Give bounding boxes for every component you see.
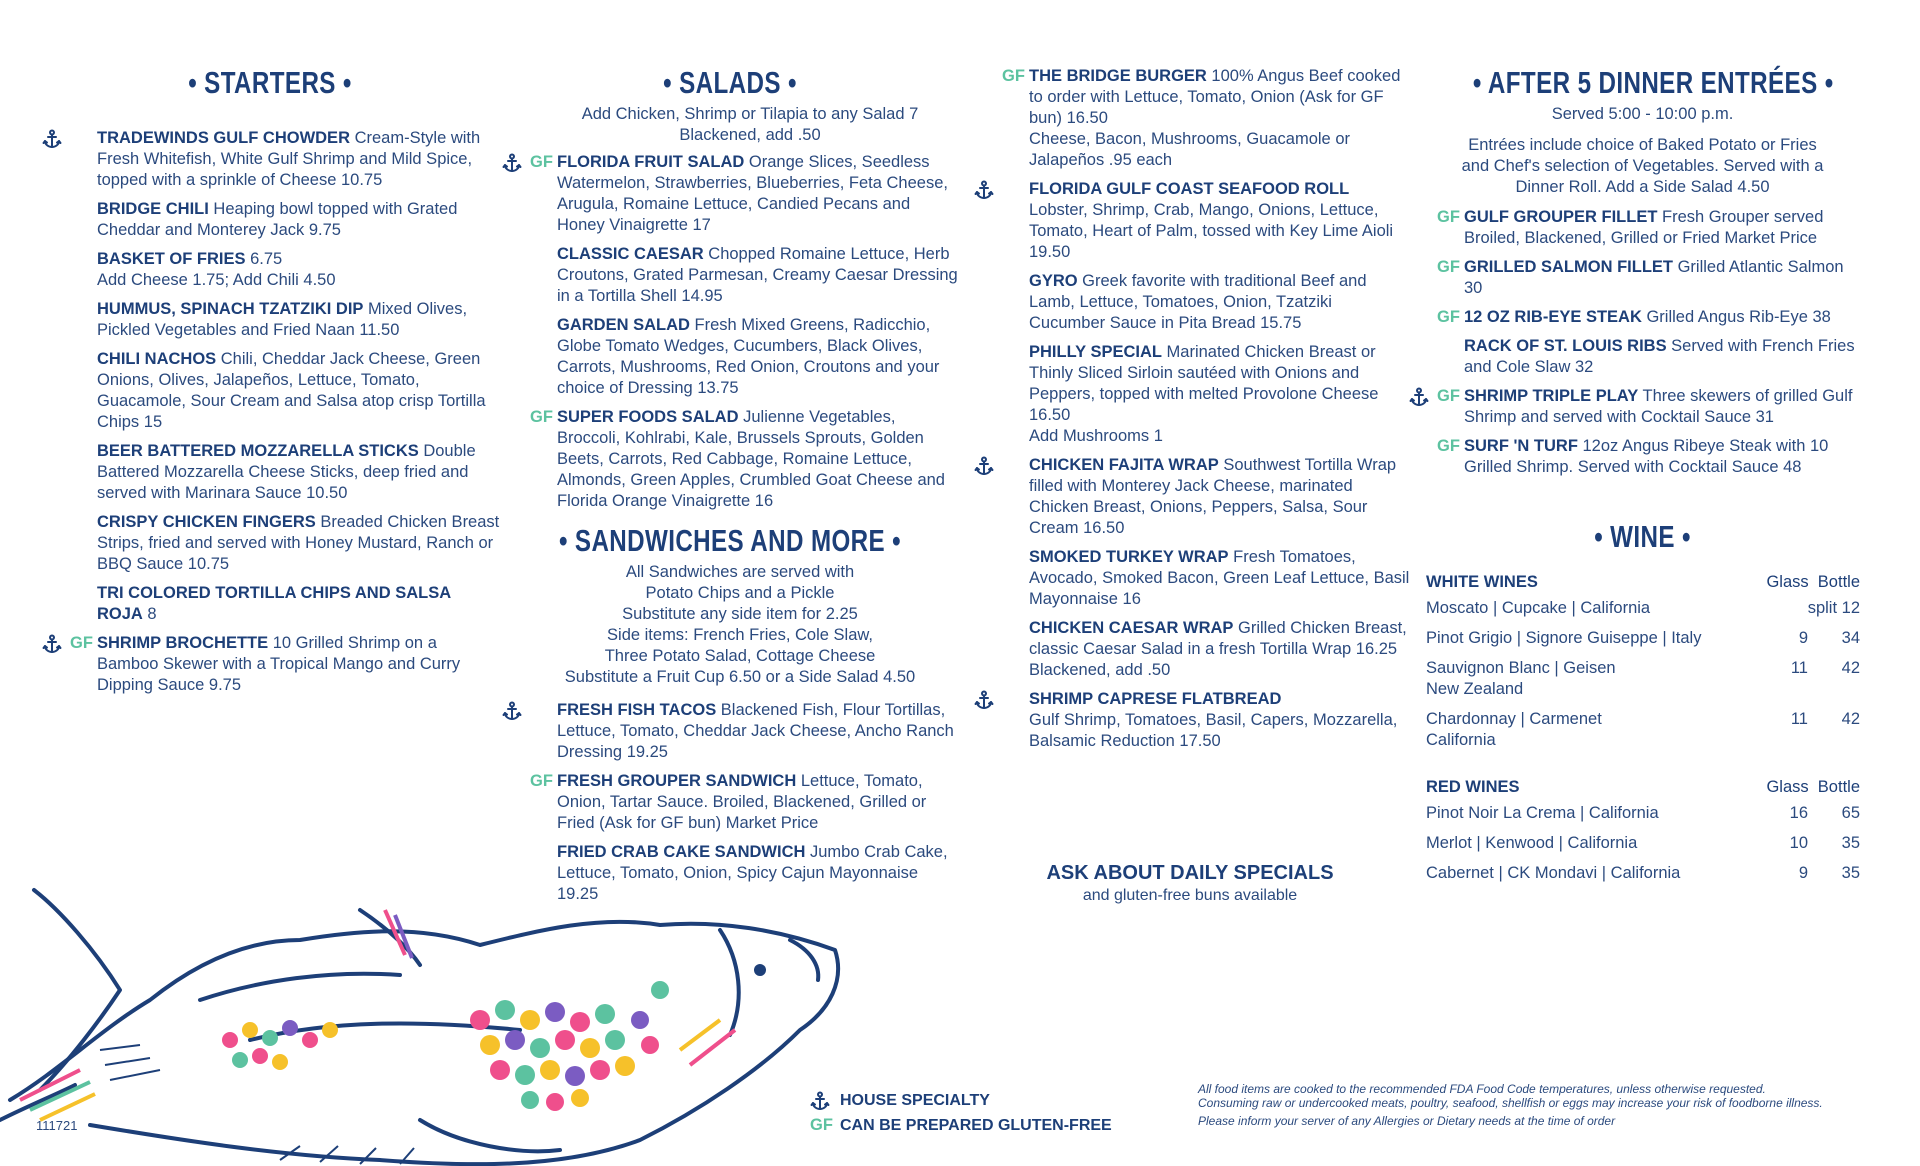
item-description: Grilled Angus Rib-Eye 38 [1641,308,1831,326]
gf-mark: GF [1437,308,1460,326]
entrees-title: • AFTER 5 DINNER ENTRÉES • [1472,65,1834,100]
starters-column [40,62,500,704]
item-marks [40,299,96,320]
item-name: GARDEN SALAD [557,316,690,334]
item-extra: Cheese, Bacon, Mushrooms, Guacamole or Jalapeños .95 each [1029,130,1350,169]
wine-glass-price: 11 [1790,710,1808,728]
anchor-icon [974,690,994,710]
item-marks [40,512,96,533]
item-name: FLORIDA FRUIT SALAD [557,153,745,171]
item-description: Fresh Tomatoes, Avocado, Smoked Bacon, Green Leaf Lettuce, Basil Mayonnaise 16 [1029,548,1410,608]
item-description: Marinated Chicken Breast or Thinly Sliced Sirloin sautéed with Onions and Peppers, topped with melted Provolone Cheese 16.50 [1029,343,1379,424]
item-name: THE BRIDGE BURGER [1029,67,1207,85]
item-name: SHRIMP TRIPLE PLAY [1464,387,1639,405]
item-name: CHICKEN CAESAR WRAP [1029,619,1234,637]
menu-item [972,179,1412,263]
legend-house-text: HOUSE SPECIALTY [840,1092,990,1109]
menu-item [40,349,500,433]
item-marks [500,152,556,173]
disclaimer-line-1: All food items are cooked to the recommended FDA Food Code temperatures, unless otherwise requested. [1198,1082,1766,1096]
wine-glass-price: 9 [1798,629,1808,647]
wine-row [1425,628,1860,649]
item-marks [1407,336,1463,357]
item-marks [40,128,96,149]
item-name: FRESH FISH TACOS [557,701,717,719]
menu-item [40,633,500,696]
menu-item [40,199,500,241]
wine-name: Merlot | Kenwood | California [1426,834,1638,852]
item-extra: Gulf Shrimp, Tomatoes, Basil, Capers, Mozzarella, Balsamic Reduction 17.50 [1029,711,1398,750]
gf-mark: GF [530,408,553,426]
gf-mark: GF [1437,258,1460,276]
item-marks [500,244,556,265]
wine-name: Sauvignon Blanc | Geisen New Zealand [1426,659,1616,698]
gf-mark: GF [1437,208,1460,226]
item-description: Fresh Mixed Greens, Radicchio, Globe Tomato Wedges, Cucumbers, Black Olives, Carrots, Mushrooms, Red Onion, Croutons and your choice of Dressing 13.75 [557,316,940,397]
wine-bottle-price: 35 [1841,834,1860,852]
item-description: Served with French Fries and Cole Slaw 32 [1464,337,1855,376]
item-description: Greek favorite with traditional Beef and Lamb, Lettuce, Tomatoes, Onion, Tzatziki Cucumber Sauce in Pita Bread 15.75 [1029,272,1367,332]
item-description: Mixed Olives, Pickled Vegetables and Fried Naan 11.50 [97,300,468,339]
item-extra: Lobster, Shrimp, Crab, Mango, Onions, Lettuce, Tomato, Heart of Palm, tossed with Key Lime Aioli 19.50 [1029,201,1394,261]
starters-title: • STARTERS • [188,65,352,100]
wine-row [1425,803,1860,824]
item-name: CHILI NACHOS [97,350,217,368]
item-description: 10 Grilled Shrimp on a Bamboo Skewer with a Tropical Mango and Curry Dipping Sauce 9.75 [97,634,461,694]
wine-glass-price: 10 [1789,834,1808,852]
item-description: 6.75 [245,250,283,268]
item-name: TRI COLORED TORTILLA CHIPS AND SALSA ROJA [97,584,451,623]
menu-item [40,249,500,291]
menu-item [972,547,1412,610]
starters-list [40,128,500,696]
item-name: SHRIMP BROCHETTE [97,634,269,652]
white-wines-header [1426,572,1860,593]
item-name: SUPER FOODS SALAD [557,408,739,426]
item-name: SMOKED TURKEY WRAP [1029,548,1229,566]
item-marks [40,441,96,462]
item-description: Lettuce, Tomato, Onion, Tartar Sauce. Broiled, Blackened, Grilled or Fried (Ask for GF bun) Market Price [557,772,927,832]
specials-subtitle: and gluten-free buns available [1082,887,1298,904]
item-marks [40,583,96,604]
wine-name: Pinot Grigio | Signore Guiseppe | Italy [1426,629,1702,647]
item-description: Fresh Grouper served Broiled, Blackened, Grilled or Fried Market Price [1464,208,1824,247]
wine-glass-price: 9 [1798,864,1808,882]
item-description: Grilled Atlantic Salmon 30 [1464,258,1844,297]
item-description: Chopped Romaine Lettuce, Herb Croutons, Grated Parmesan, Creamy Caesar Dressing in a Tortilla Shell 14.95 [557,245,958,305]
anchor-icon [502,701,522,721]
item-marks [500,407,556,428]
menu-item [40,583,500,625]
item-description: Orange Slices, Seedless Watermelon, Strawberries, Blueberries, Feta Cheese, Arugula, Romaine Lettuce, Candied Pecans and Honey Vinaigrette 17 [557,153,948,234]
wine-bottle-price: 65 [1841,804,1860,822]
menu-code: 111721 [36,1118,78,1133]
menu-item [40,128,500,191]
item-marks [40,633,96,654]
item-marks [972,618,1028,639]
salads-note: Add Chicken, Shrimp or Tilapia to any Salad 7 Blackened, add .50 [581,105,919,144]
menu-item [500,407,960,512]
item-marks [972,66,1028,87]
disclaimer [1198,1082,1898,1128]
red-wines-list [1425,803,1860,884]
item-name: SHRIMP CAPRESE FLATBREAD [1029,690,1282,708]
white-wines-list [1425,598,1860,751]
item-extra: Add Mushrooms 1 [1029,427,1163,445]
item-name: BRIDGE CHILI [97,200,209,218]
wine-bottle-price: 42 [1841,710,1860,728]
salads-list [500,152,960,512]
menu-item [1407,207,1860,249]
item-description: Julienne Vegetables, Broccoli, Kohlrabi, Kale, Brussels Sprouts, Golden Beets, Carrots, Red Cabbage, Romaine Lettuce, Almonds, Green Apples, Crumbled Goat Cheese and Florida Orange Vinaigrette 16 [557,408,945,510]
red-wines-section [1425,777,1860,884]
red-wines-columns: Glass Bottle [1766,778,1860,796]
item-name: RACK OF ST. LOUIS RIBS [1464,337,1667,355]
wine-row [1425,833,1860,854]
menu-item [40,441,500,504]
item-description: Southwest Tortilla Wrap filled with Monterey Jack Cheese, marinated Chicken Breast, Onions, Peppers, Salsa, Sour Cream 16.50 [1029,456,1397,537]
item-description: Jumbo Crab Cake, Lettuce, Tomato, Onion, Spicy Cajun Mayonnaise 19.25 [557,843,948,903]
item-marks [1407,307,1463,328]
tarpon-fish-illustration [0,870,860,1166]
gf-mark: GF [1002,67,1025,85]
specials-title: ASK ABOUT DAILY SPECIALS [1046,862,1334,884]
gf-mark: GF [1437,437,1460,455]
item-marks [40,249,96,270]
wine-name: Chardonnay | Carmenet California [1426,710,1602,749]
item-name: BEER BATTERED MOZZARELLA STICKS [97,442,419,460]
menu-item [500,771,960,834]
item-marks [500,842,556,863]
red-wines-heading: RED WINES [1426,778,1520,796]
menu-item [40,512,500,575]
sandwiches-title: • SANDWICHES AND MORE • [558,523,902,558]
wine-name: Moscato | Cupcake | California [1426,599,1651,617]
gf-mark: GF [70,634,93,652]
red-wines-header [1426,777,1860,798]
item-description: 12oz Angus Ribeye Steak with 10 Grilled Shrimp. Served with Cocktail Sauce 48 [1464,437,1829,476]
gf-mark: GF [530,772,553,790]
menu-item [1407,386,1860,428]
item-marks [40,349,96,370]
item-name: SURF 'N TURF [1464,437,1578,455]
disclaimer-line-2: Consuming raw or undercooked meats, poultry, seafood, shellfish or eggs may increase your risk of foodborne illness. [1198,1096,1823,1110]
item-marks [1407,257,1463,278]
entrees-column [1425,62,1860,893]
item-name: GYRO [1029,272,1078,290]
item-description: Double Battered Mozzarella Cheese Sticks, deep fried and served with Marinara Sauce 10.50 [97,442,476,502]
wine-bottle-price: 35 [1841,864,1860,882]
sandwiches-note: All Sandwiches are served with Potato Chips and a Pickle Substitute any side item for 2.25 Side items: French Fries, Cole Slaw, Three Potato Salad, Cottage Cheese Substitute a Fruit Cup 6.50 or a Side Salad 4.50 [564,563,916,686]
item-name: HUMMUS, SPINACH TZATZIKI DIP [97,300,364,318]
item-name: CLASSIC CAESAR [557,245,704,263]
wine-row [1425,863,1860,884]
item-name: TRADEWINDS GULF CHOWDER [97,129,350,147]
wine-title: • WINE • [1594,519,1691,554]
menu-item [500,244,960,307]
menu-item [1407,436,1860,478]
item-marks [500,771,556,792]
legend-house-specialty [810,1088,1112,1113]
anchor-icon [502,153,522,173]
menu-item [972,66,1412,171]
menu-item [972,271,1412,334]
anchor-icon [974,180,994,200]
salads-column [500,62,960,913]
item-marks [972,179,1028,200]
gf-mark: GF [1437,387,1460,405]
item-marks [972,689,1028,710]
wine-glass-price: 11 [1790,659,1808,677]
item-marks [972,547,1028,568]
disclaimer-line-3: Please inform your server of any Allergies or Dietary needs at the time of order [1198,1114,1616,1128]
item-name: CHICKEN FAJITA WRAP [1029,456,1219,474]
menu-item [1407,336,1860,378]
white-wines-heading: WHITE WINES [1426,573,1538,591]
sandwiches-list-b [972,66,1412,752]
wine-bottle-price: 34 [1841,629,1860,647]
item-description: 100% Angus Beef cooked to order with Lettuce, Tomato, Onion (Ask for GF bun) 16.50 [1029,67,1401,127]
menu-item [972,618,1412,681]
legend-gf-text: CAN BE PREPARED GLUTEN-FREE [840,1117,1112,1134]
item-name: GRILLED SALMON FILLET [1464,258,1673,276]
menu-item [1407,257,1860,299]
item-marks [972,271,1028,292]
wine-split-price: split 12 [1807,599,1860,617]
item-marks [972,342,1028,363]
menu-item [500,700,960,763]
menu-item [972,689,1412,752]
item-marks [1407,386,1463,407]
wine-name: Cabernet | CK Mondavi | California [1426,864,1681,882]
menu-item [1407,307,1860,328]
menu-item [972,455,1412,539]
item-description: Heaping bowl topped with Grated Cheddar and Monterey Jack 9.75 [97,200,458,239]
menu-item [500,152,960,236]
item-description: Blackened Fish, Flour Tortillas, Lettuce, Tomato, Cheddar Jack Cheese, Ancho Ranch Dressing 19.25 [557,701,954,761]
daily-specials [1030,860,1350,906]
wine-row [1425,658,1860,700]
anchor-icon [974,456,994,476]
gf-mark: GF [530,153,553,171]
item-name: FRIED CRAB CAKE SANDWICH [557,843,806,861]
anchor-icon [810,1091,830,1111]
white-wines-section [1425,572,1860,751]
item-marks [500,700,556,721]
wine-row [1425,598,1860,619]
item-name: PHILLY SPECIAL [1029,343,1162,361]
salads-title: • SALADS • [663,65,797,100]
anchor-icon [1409,387,1429,407]
entrees-note: Entrées include choice of Baked Potato or Fries and Chef's selection of Vegetables. Served with a Dinner Roll. Add a Side Salad 4.50 [1461,136,1824,196]
legend-gluten-free [810,1113,1112,1138]
item-marks [40,199,96,220]
item-description: Grilled Chicken Breast, classic Caesar Salad in a fresh Tortilla Wrap 16.25 [1029,619,1407,658]
wine-row [1425,709,1860,751]
anchor-icon [42,634,62,654]
sandwiches-column [972,66,1412,760]
item-description: 8 [142,605,157,623]
white-wines-columns: Glass Bottle [1766,573,1860,591]
menu-item [972,342,1412,447]
item-extra: Add Cheese 1.75; Add Chili 4.50 [97,271,336,289]
legend [810,1088,1112,1138]
item-marks [1407,436,1463,457]
item-name: GULF GROUPER FILLET [1464,208,1658,226]
menu-item [40,299,500,341]
item-marks [1407,207,1463,228]
item-extra: Blackened, add .50 [1029,661,1171,679]
entrees-list [1407,207,1860,478]
item-marks [500,315,556,336]
wine-glass-price: 16 [1789,804,1808,822]
wine-bottle-price: 42 [1841,659,1860,677]
item-name: 12 OZ RIB-EYE STEAK [1464,308,1642,326]
item-description: Cream-Style with Fresh Whitefish, White Gulf Shrimp and Mild Spice, topped with a sprinkle of Cheese 10.75 [97,129,481,189]
entrees-served: Served 5:00 - 10:00 p.m. [1551,105,1734,123]
gf-mark: GF [810,1116,833,1134]
item-name: FLORIDA GULF COAST SEAFOOD ROLL [1029,180,1350,198]
menu-item [500,315,960,399]
item-description: Breaded Chicken Breast Strips, fried and served with Honey Mustard, Ranch or BBQ Sauce 10.75 [97,513,500,573]
item-name: FRESH GROUPER SANDWICH [557,772,797,790]
wine-name: Pinot Noir La Crema | California [1426,804,1659,822]
item-description: Three skewers of grilled Gulf Shrimp and served with Cocktail Sauce 31 [1464,387,1853,426]
item-name: BASKET OF FRIES [97,250,246,268]
item-name: CRISPY CHICKEN FINGERS [97,513,316,531]
item-description: Chili, Cheddar Jack Cheese, Green Onions, Olives, Jalapeños, Lettuce, Tomato, Guacamole, Sour Cream and Salsa atop crisp Tortilla Chips 15 [97,350,486,431]
item-marks [972,455,1028,476]
anchor-icon [42,129,62,149]
